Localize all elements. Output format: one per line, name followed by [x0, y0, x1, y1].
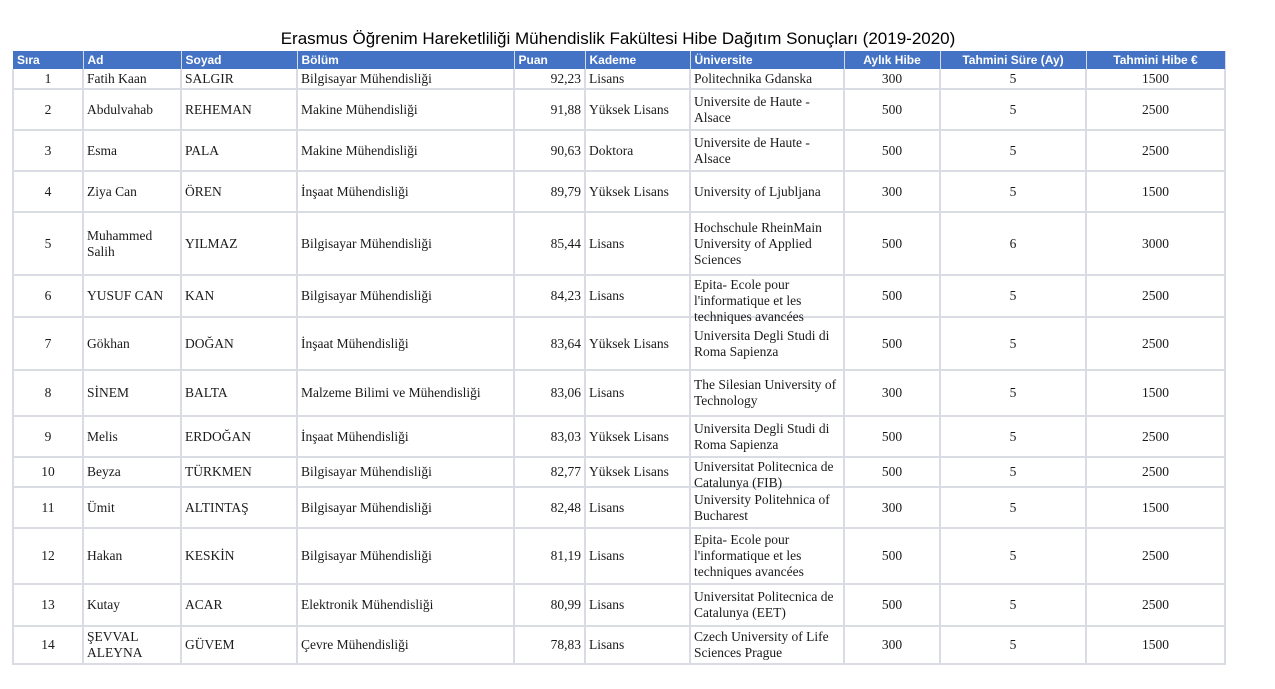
- cell-universite: [690, 89, 844, 130]
- cell-tahmini-sure: 5: [940, 528, 1086, 584]
- cell-aylik-hibe: 500: [844, 528, 940, 584]
- universite-text: University of Ljubljana: [694, 183, 821, 199]
- cell-tahmini-sure: 5: [940, 584, 1086, 626]
- cell-ad: Ziya Can: [83, 171, 181, 212]
- cell-bolum: İnşaat Mühendisliği: [297, 317, 514, 370]
- column-header-bolum: Bölüm: [297, 51, 514, 69]
- cell-soyad: KAN: [181, 275, 297, 317]
- cell-puan: 80,99: [514, 584, 585, 626]
- cell-universite: [690, 69, 844, 89]
- cell-tahmini-hibe: 2500: [1086, 275, 1225, 317]
- cell-soyad: ERDOĞAN: [181, 416, 297, 457]
- cell-soyad: ALTINTAŞ: [181, 487, 297, 528]
- universite-text: Universite de Haute - Alsace: [694, 93, 810, 125]
- cell-universite: [690, 171, 844, 212]
- universite-text: University Politehnica of Bucharest: [694, 491, 830, 523]
- column-header-universite: Üniversite: [690, 51, 844, 69]
- cell-bolum: Bilgisayar Mühendisliği: [297, 275, 514, 317]
- cell-sira: 1: [13, 69, 83, 89]
- cell-ad: Melis: [83, 416, 181, 457]
- cell-kademe: Lisans: [585, 275, 690, 317]
- cell-universite: [690, 626, 844, 664]
- cell-tahmini-sure: 5: [940, 275, 1086, 317]
- cell-sira: 10: [13, 457, 83, 487]
- cell-puan: 82,48: [514, 487, 585, 528]
- cell-soyad: REHEMAN: [181, 89, 297, 130]
- table-body: [13, 69, 1225, 664]
- cell-tahmini-sure: 6: [940, 212, 1086, 275]
- cell-sira: 3: [13, 130, 83, 171]
- cell-aylik-hibe: 300: [844, 171, 940, 212]
- cell-sira: 8: [13, 370, 83, 416]
- cell-kademe: Yüksek Lisans: [585, 317, 690, 370]
- universite-text: Epita- Ecole pour l'informatique et les techniques avancées: [694, 532, 804, 579]
- cell-aylik-hibe: 300: [844, 626, 940, 664]
- column-header-kademe: Kademe: [585, 51, 690, 69]
- cell-kademe: Lisans: [585, 584, 690, 626]
- cell-tahmini-hibe: 2500: [1086, 130, 1225, 171]
- table-row: [13, 416, 1225, 457]
- table-row: [13, 457, 1225, 487]
- cell-tahmini-sure: 5: [940, 171, 1086, 212]
- cell-bolum: Çevre Mühendisliği: [297, 626, 514, 664]
- cell-puan: 84,23: [514, 275, 585, 317]
- cell-bolum: Makine Mühendisliği: [297, 89, 514, 130]
- cell-tahmini-hibe: 2500: [1086, 584, 1225, 626]
- cell-soyad: DOĞAN: [181, 317, 297, 370]
- table-row: [13, 212, 1225, 275]
- cell-sira: 9: [13, 416, 83, 457]
- table-row: [13, 584, 1225, 626]
- cell-universite: [690, 457, 844, 490]
- cell-tahmini-hibe: 2500: [1086, 416, 1225, 457]
- cell-tahmini-hibe: 1500: [1086, 69, 1225, 89]
- cell-puan: 92,23: [514, 69, 585, 89]
- cell-tahmini-sure: 5: [940, 370, 1086, 416]
- column-header-sira: Sıra: [13, 51, 83, 69]
- cell-bolum: Bilgisayar Mühendisliği: [297, 212, 514, 275]
- universite-text: Universitat Politecnica de Catalunya (EET): [694, 589, 834, 620]
- universite-text: Politechnika Gdanska: [694, 70, 813, 86]
- cell-aylik-hibe: 500: [844, 275, 940, 317]
- cell-sira: 2: [13, 89, 83, 130]
- cell-soyad: ACAR: [181, 584, 297, 626]
- cell-tahmini-sure: 5: [940, 130, 1086, 171]
- cell-tahmini-sure: 5: [940, 317, 1086, 370]
- cell-bolum: Makine Mühendisliği: [297, 130, 514, 171]
- cell-kademe: Yüksek Lisans: [585, 171, 690, 212]
- cell-kademe: Doktora: [585, 130, 690, 171]
- cell-ad: Beyza: [83, 457, 181, 487]
- cell-tahmini-hibe: 2500: [1086, 89, 1225, 130]
- cell-puan: 90,63: [514, 130, 585, 171]
- cell-kademe: Lisans: [585, 626, 690, 664]
- cell-tahmini-hibe: 1500: [1086, 171, 1225, 212]
- cell-kademe: Lisans: [585, 528, 690, 584]
- cell-aylik-hibe: 500: [844, 416, 940, 457]
- universite-text: The Silesian University of Technology: [694, 377, 837, 408]
- cell-universite: [690, 317, 844, 370]
- table-row: [13, 171, 1225, 212]
- cell-sira: 13: [13, 584, 83, 626]
- universite-text: Hochschule RheinMain University of Applied Sciences: [694, 219, 822, 267]
- cell-puan: 82,77: [514, 457, 585, 487]
- column-header-aylik-hibe: Aylık Hibe: [844, 51, 940, 69]
- page-title: Erasmus Öğrenim Hareketliliği Mühendislik Fakültesi Hibe Dağıtım Sonuçları (2019-2020): [280, 29, 956, 48]
- cell-bolum: Elektronik Mühendisliği: [297, 584, 514, 626]
- cell-bolum: Bilgisayar Mühendisliği: [297, 487, 514, 528]
- cell-aylik-hibe: 500: [844, 89, 940, 130]
- table-row: [13, 69, 1225, 89]
- cell-kademe: Lisans: [585, 212, 690, 275]
- cell-kademe: Lisans: [585, 69, 690, 89]
- cell-aylik-hibe: 500: [844, 130, 940, 171]
- cell-universite: [690, 130, 844, 171]
- cell-tahmini-hibe: 1500: [1086, 626, 1225, 664]
- cell-bolum: Bilgisayar Mühendisliği: [297, 69, 514, 89]
- cell-bolum: İnşaat Mühendisliği: [297, 171, 514, 212]
- cell-soyad: PALA: [181, 130, 297, 171]
- cell-tahmini-hibe: 1500: [1086, 487, 1225, 528]
- cell-soyad: SALGIR: [181, 69, 297, 89]
- cell-sira: 6: [13, 275, 83, 317]
- cell-bolum: Bilgisayar Mühendisliği: [297, 457, 514, 487]
- cell-ad: Muhammed Salih: [83, 212, 181, 275]
- cell-ad: Ümit: [83, 487, 181, 528]
- cell-tahmini-sure: 5: [940, 626, 1086, 664]
- cell-ad: Gökhan: [83, 317, 181, 370]
- table-row: [13, 487, 1225, 528]
- cell-universite: [690, 212, 844, 275]
- cell-kademe: Yüksek Lisans: [585, 457, 690, 487]
- universite-text: Czech University of Life Sciences Prague: [694, 629, 829, 660]
- universite-text: Universitat Politecnica de Catalunya (FIB): [694, 458, 834, 490]
- cell-sira: 5: [13, 212, 83, 275]
- cell-aylik-hibe: 500: [844, 584, 940, 626]
- cell-aylik-hibe: 300: [844, 69, 940, 89]
- cell-kademe: Lisans: [585, 370, 690, 416]
- column-header-tahmini-sure: Tahmini Süre (Ay): [940, 51, 1086, 69]
- table-row: [13, 130, 1225, 171]
- cell-tahmini-hibe: 2500: [1086, 528, 1225, 584]
- cell-puan: 85,44: [514, 212, 585, 275]
- cell-ad: Fatih Kaan: [83, 69, 181, 89]
- cell-universite: [690, 528, 844, 584]
- cell-puan: 81,19: [514, 528, 585, 584]
- column-header-puan: Puan: [514, 51, 585, 69]
- cell-ad: Esma: [83, 130, 181, 171]
- cell-aylik-hibe: 500: [844, 212, 940, 275]
- cell-puan: 91,88: [514, 89, 585, 130]
- cell-kademe: Lisans: [585, 487, 690, 528]
- cell-puan: 83,06: [514, 370, 585, 416]
- cell-bolum: Malzeme Bilimi ve Mühendisliği: [297, 370, 514, 416]
- cell-tahmini-sure: 5: [940, 487, 1086, 528]
- cell-soyad: KESKİN: [181, 528, 297, 584]
- cell-ad: Hakan: [83, 528, 181, 584]
- column-header-soyad: Soyad: [181, 51, 297, 69]
- cell-ad: ŞEVVAL ALEYNA: [83, 626, 181, 664]
- cell-soyad: YILMAZ: [181, 212, 297, 275]
- cell-universite: [690, 487, 844, 528]
- cell-ad: Kutay: [83, 584, 181, 626]
- table-row: [13, 275, 1225, 317]
- universite-text: Universite de Haute - Alsace: [694, 134, 810, 166]
- cell-puan: 78,83: [514, 626, 585, 664]
- table-row: [13, 528, 1225, 584]
- table-row: [13, 626, 1225, 664]
- cell-soyad: TÜRKMEN: [181, 457, 297, 487]
- cell-soyad: ÖREN: [181, 171, 297, 212]
- cell-aylik-hibe: 300: [844, 487, 940, 528]
- cell-puan: 89,79: [514, 171, 585, 212]
- cell-tahmini-hibe: 1500: [1086, 370, 1225, 416]
- cell-tahmini-sure: 5: [940, 457, 1086, 487]
- cell-universite: [690, 584, 844, 626]
- column-header-ad: Ad: [83, 51, 181, 69]
- cell-soyad: GÜVEM: [181, 626, 297, 664]
- universite-text: Universita Degli Studi di Roma Sapienza: [694, 327, 830, 359]
- cell-puan: 83,03: [514, 416, 585, 457]
- cell-tahmini-hibe: 2500: [1086, 457, 1225, 487]
- cell-universite: [690, 275, 844, 324]
- cell-puan: 83,64: [514, 317, 585, 370]
- cell-ad: YUSUF CAN: [83, 275, 181, 317]
- cell-kademe: Yüksek Lisans: [585, 89, 690, 130]
- results-table: [12, 51, 1226, 665]
- cell-tahmini-sure: 5: [940, 416, 1086, 457]
- universite-text: Epita- Ecole pour l'informatique et les techniques avancées: [694, 276, 804, 324]
- cell-sira: 14: [13, 626, 83, 664]
- table-row: [13, 317, 1225, 370]
- cell-aylik-hibe: 500: [844, 457, 940, 487]
- cell-tahmini-sure: 5: [940, 69, 1086, 89]
- table-row: [13, 370, 1225, 416]
- cell-soyad: BALTA: [181, 370, 297, 416]
- cell-tahmini-hibe: 2500: [1086, 317, 1225, 370]
- cell-tahmini-sure: 5: [940, 89, 1086, 130]
- table-row: [13, 89, 1225, 130]
- cell-sira: 12: [13, 528, 83, 584]
- cell-sira: 4: [13, 171, 83, 212]
- cell-universite: [690, 370, 844, 416]
- cell-kademe: Yüksek Lisans: [585, 416, 690, 457]
- cell-aylik-hibe: 500: [844, 317, 940, 370]
- cell-tahmini-hibe: 3000: [1086, 212, 1225, 275]
- column-header-tahmini-hibe: Tahmini Hibe €: [1086, 51, 1225, 69]
- cell-ad: SİNEM: [83, 370, 181, 416]
- cell-ad: Abdulvahab: [83, 89, 181, 130]
- cell-bolum: Bilgisayar Mühendisliği: [297, 528, 514, 584]
- cell-aylik-hibe: 300: [844, 370, 940, 416]
- header-row: [13, 51, 1225, 69]
- cell-bolum: İnşaat Mühendisliği: [297, 416, 514, 457]
- cell-sira: 11: [13, 487, 83, 528]
- universite-text: Universita Degli Studi di Roma Sapienza: [694, 420, 830, 452]
- cell-sira: 7: [13, 317, 83, 370]
- cell-universite: [690, 416, 844, 457]
